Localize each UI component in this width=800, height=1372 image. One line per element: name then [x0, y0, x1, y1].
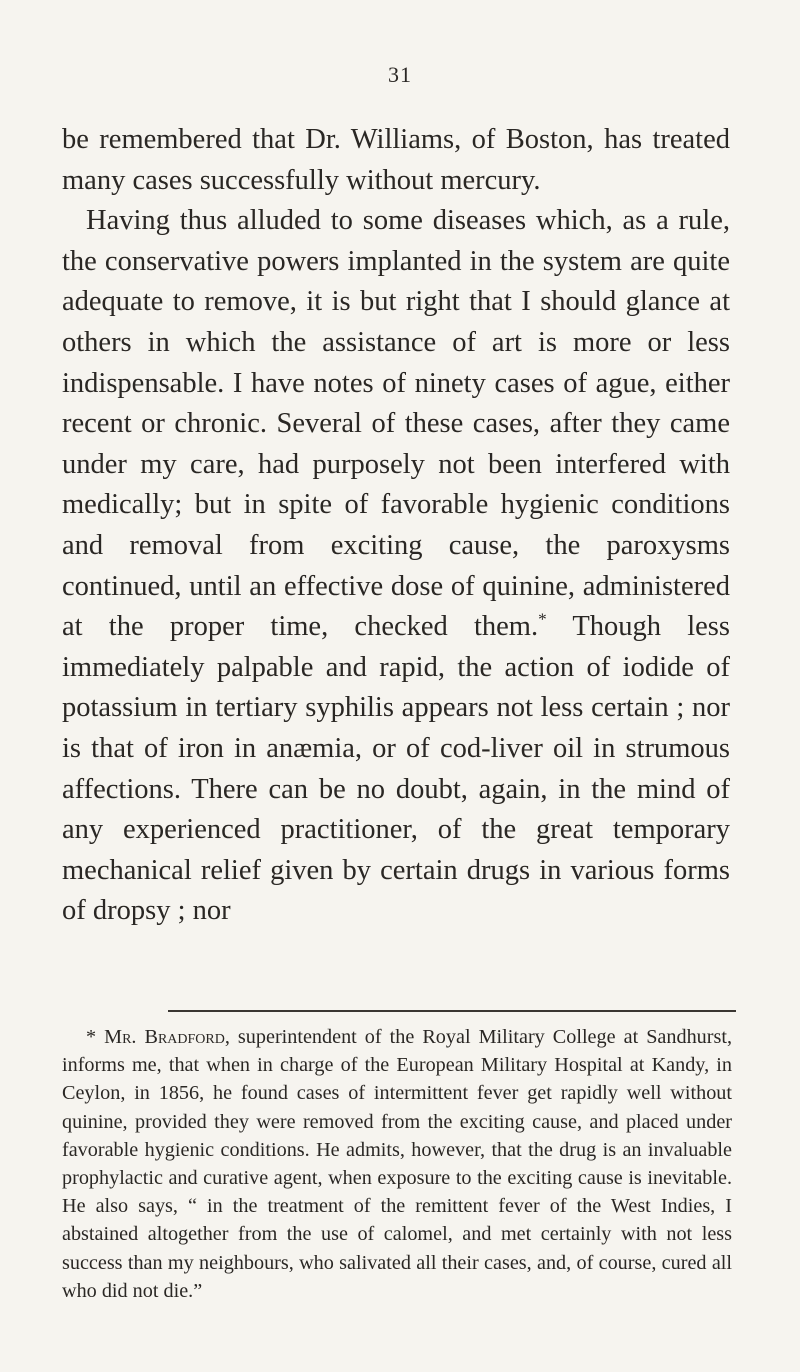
footnote [62, 1023, 732, 1305]
paragraph-continued: be remembered that Dr. Williams, of Boston, has treated many cases successfully without mercury. [62, 124, 730, 196]
paragraph-ague-second-part: Though less immediately palpable and rapid, the action of iodide of potassium in tertiary syphilis appears not less certain ; nor is that of iron in anæmia, or of cod-liver oil in strumous affections. There can be no doubt, again, in the mind of any experienced practitioner, of the great temporary mechanical relief given by certain drugs in various forms of dropsy ; nor [62, 611, 730, 927]
body-text [62, 120, 730, 932]
footnote-marker: * [86, 1026, 105, 1048]
paragraph-ague-first-part: Having thus alluded to some diseases which, as a rule, the conservative powers implanted in the system are quite adequate to remove, it is but right that I should glance at others in which the assistance of art is more or less indispensable. I have notes of ninety cases of ague, either recent or chronic. Several of these cases, after they came under my care, had purposely not been interfered with medically; but in spite of favorable hygienic conditions and removal from exciting cause, the paroxysms continued, until an effective dose of quinine, administered at the proper time, checked them. [62, 205, 730, 643]
paragraph-ague [62, 201, 730, 932]
page-number: 31 [388, 62, 412, 87]
footnote-reference: * [538, 609, 547, 629]
footnote-rule [168, 1010, 736, 1012]
footnote-text: , superintendent of the Royal Military College at Sandhurst, informs me, that when in charge of the European Military Hospital at Kandy, in Ceylon, in 1856, he found cases of intermittent fever get rapidly well without quinine, provided they were removed from the exciting cause, and placed under favorable hygienic conditions. He admits, however, that the drug is an invaluable prophylactic and curative agent, when exposure to the exciting cause is inevitable. He also says, “ in the treatment of the remittent fever of the West Indies, I abstained altogether from the use of calomel, and met certainly with not less success than my neighbours, who salivated all their cases, and, of course, cured all who did not die.” [62, 1026, 732, 1302]
footnote-name: Mr. Bradford [104, 1026, 225, 1048]
